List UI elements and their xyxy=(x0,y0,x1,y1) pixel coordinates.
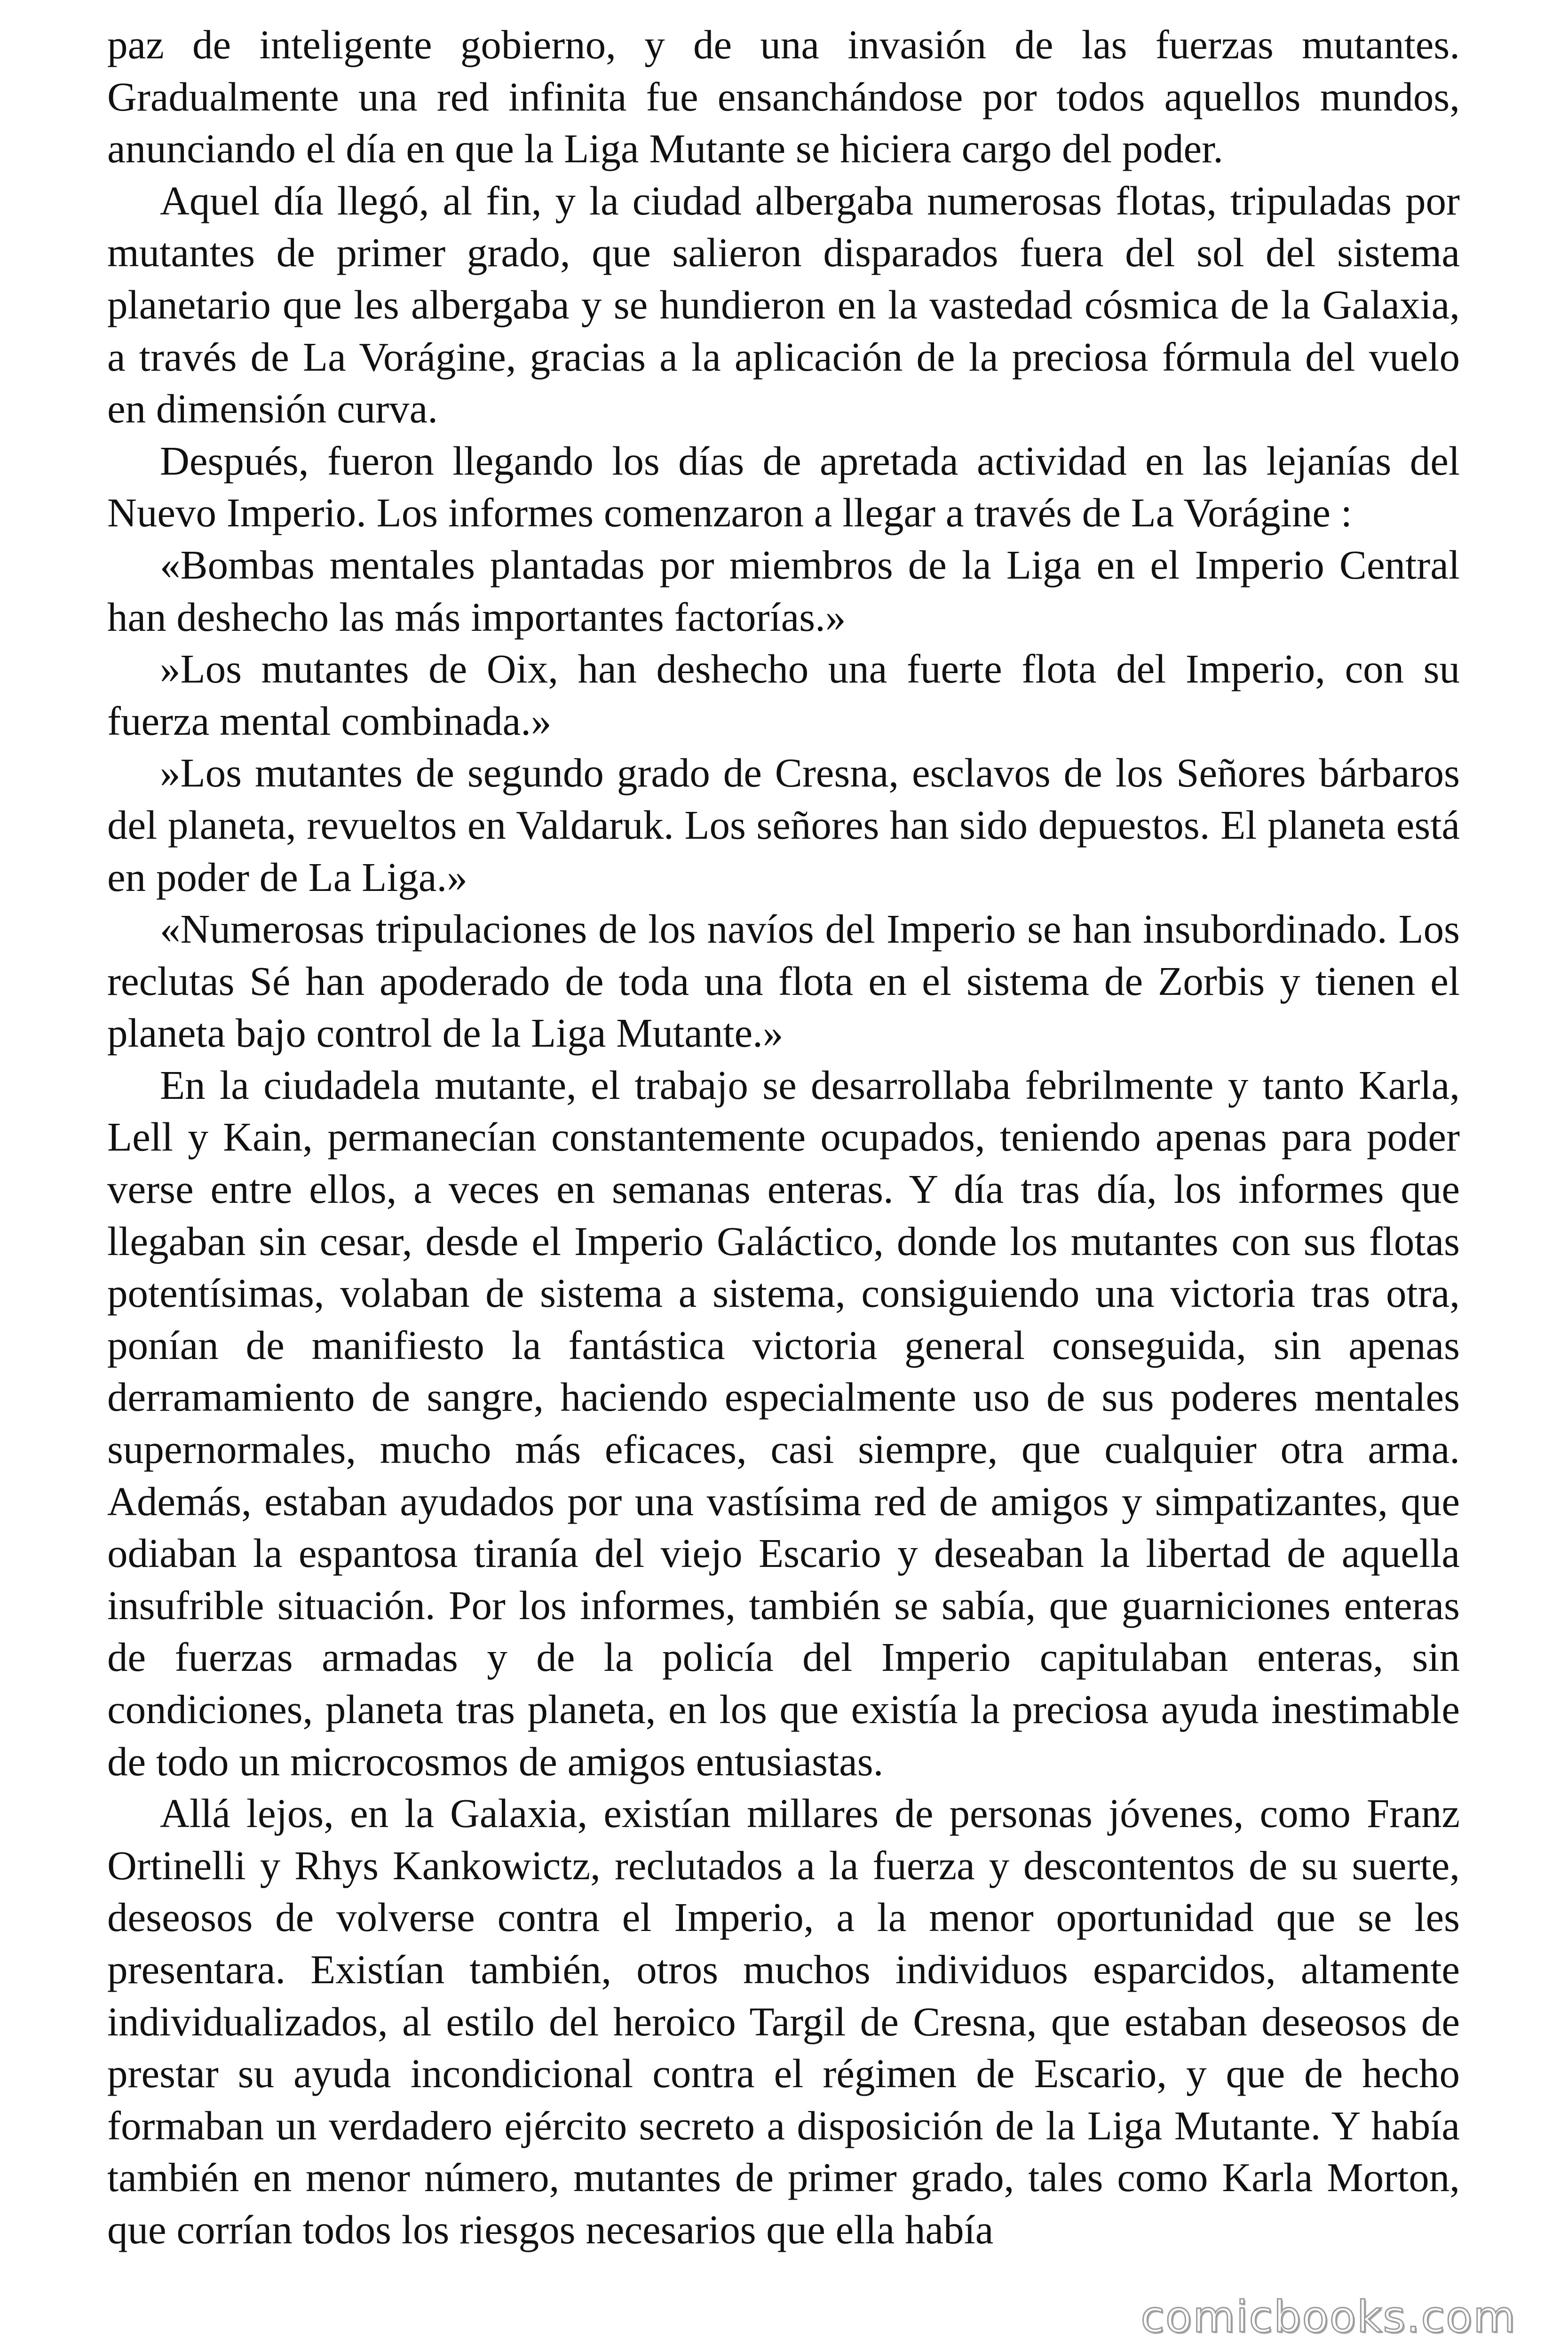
paragraph: «Bombas mentales plantadas por miembros de la Liga en el Imperio Central han deshecho las más importantes factorías.» xyxy=(107,541,1460,640)
paragraph: Aquel día llegó, al fin, y la ciudad albergaba numerosas flotas, tripuladas por mutantes de primer grado, que salieron disparados fuera del sol del sistema planetario que les albergaba y se hundieron en la vastedad cósmica de la Galaxia, a través de La Vorágine, gracias a la aplicación de la preciosa fórmula del vuelo en dimensión curva. xyxy=(107,177,1460,432)
page-text-body xyxy=(107,19,1460,2256)
watermark-logo: comicbooks.com xyxy=(1140,2292,1516,2342)
paragraph: «Numerosas tripulaciones de los navíos del Imperio se han insubordinado. Los reclutas Sé han apoderado de toda una flota en el sistema de Zorbis y tienen el planeta bajo control de la Liga Mutante.» xyxy=(107,906,1460,1056)
paragraph: Después, fueron llegando los días de apretada actividad en las lejanías del Nuevo Imperio. Los informes comenzaron a llegar a través de La Vorágine : xyxy=(107,437,1460,536)
paragraph: »Los mutantes de segundo grado de Cresna, esclavos de los Señores bárbaros del planeta, revueltos en Valdaruk. Los señores han sido depuestos. El planeta está en poder de La Liga.» xyxy=(107,750,1460,900)
paragraph: Allá lejos, en la Galaxia, existían millares de personas jóvenes, como Franz Ortinelli y Rhys Kankowictz, reclutados a la fuerza y descontentos de su suerte, deseosos de volverse contra el Imperio, a la menor oportunidad que se les presentara. Existían también, otros muchos individuos esparcidos, altamente individualizados, al estilo del heroico Targil de Cresna, que estaban deseosos de prestar su ayuda incondicional contra el régimen de Escario, y que de hecho formaban un verdadero ejército secreto a disposición de la Liga Mutante. Y había también en menor número, mutantes de primer grado, tales como Karla Morton, que corrían todos los riesgos necesarios que ella había xyxy=(107,1790,1460,2252)
paragraph: En la ciudadela mutante, el trabajo se desarrollaba febrilmente y tanto Karla, Lell y Kain, permanecían constantemente ocupados, teniendo apenas para poder verse entre ellos, a veces en semanas enteras. Y día tras día, los informes que llegaban sin cesar, desde el Imperio Galáctico, donde los mutantes con sus flotas potentísimas, volaban de sistema a sistema, consiguiendo una victoria tras otra, ponían de manifiesto la fantástica victoria general conseguida, sin apenas derramamiento de sangre, haciendo especialmente uso de sus poderes mentales supernormales, mucho más eficaces, casi siempre, que cualquier otra arma. Además, estaban ayudados por una vastísima red de amigos y simpatizantes, que odiaban la espantosa tiranía del viejo Escario y deseaban la libertad de aquella insufrible situación. Por los informes, también se sabía, que guarniciones enteras de fuerzas armadas y de la policía del Imperio capitulaban enteras, sin condiciones, planeta tras planeta, en los que existía la preciosa ayuda inestimable de todo un microcosmos de amigos entusiastas. xyxy=(107,1062,1460,1784)
paragraph: »Los mutantes de Oix, han deshecho una fuerte flota del Imperio, con su fuerza mental combinada.» xyxy=(107,646,1460,744)
paragraph: paz de inteligente gobierno, y de una invasión de las fuerzas mutantes. Gradualmente una red infinita fue ensanchándose por todos aquellos mundos, anunciando el día en que la Liga Mutante se hiciera cargo del poder. xyxy=(107,22,1460,172)
